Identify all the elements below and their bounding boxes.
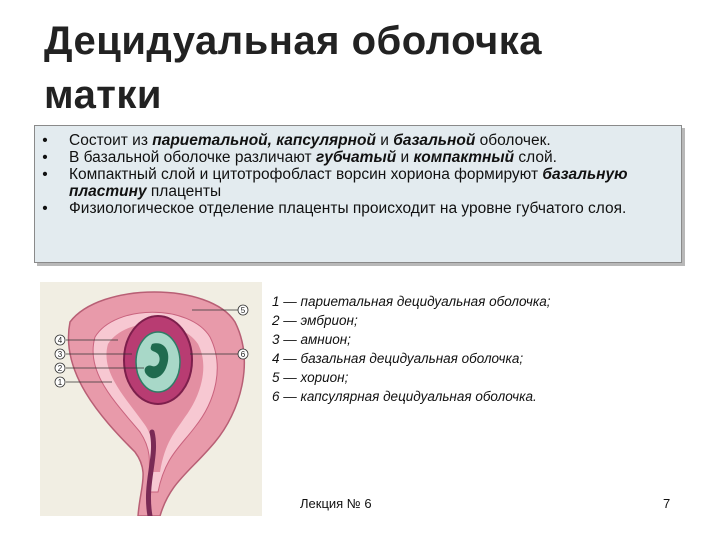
callout-4 bbox=[55, 335, 65, 345]
legend-item-1: 1 — париетальная децидуальная оболочка; bbox=[272, 294, 551, 309]
bullet-item-4: • Физиологическое отделение плаценты происходит на уровне губчатого слоя. bbox=[35, 200, 673, 217]
legend-item-2: 2 — эмбрион; bbox=[272, 313, 358, 328]
figure-legend bbox=[272, 292, 712, 406]
slide-title-line-1: Децидуальная оболочка bbox=[44, 19, 542, 63]
slide-title bbox=[44, 14, 684, 122]
svg-text:6: 6 bbox=[240, 350, 246, 359]
callout-1 bbox=[55, 377, 65, 387]
callout-3 bbox=[55, 349, 65, 359]
page-number: 7 bbox=[663, 496, 671, 511]
slide-title-line-2: матки bbox=[44, 73, 163, 117]
svg-text:1: 1 bbox=[57, 378, 63, 387]
bullet-list bbox=[35, 132, 673, 217]
legend-item-6: 6 — капсулярная децидуальная оболочка. bbox=[272, 389, 537, 404]
amnion bbox=[136, 332, 180, 392]
svg-text:2: 2 bbox=[57, 364, 63, 373]
uterus-illustration bbox=[40, 282, 262, 516]
bullet-item-3: • Компактный слой и цитотрофобласт ворсин хориона формируют базальную пластину плаценты bbox=[35, 166, 673, 200]
uterus-diagram bbox=[40, 282, 262, 516]
svg-text:4: 4 bbox=[57, 336, 63, 345]
bullet-item-1: • Состоит из париетальной, капсулярной и базальной оболочек. bbox=[35, 132, 673, 149]
legend-item-4: 4 — базальная децидуальная оболочка; bbox=[272, 351, 524, 366]
svg-text:3: 3 bbox=[57, 350, 63, 359]
bullet-box bbox=[34, 125, 682, 263]
legend-item-3: 3 — амнион; bbox=[272, 332, 351, 347]
svg-text:5: 5 bbox=[240, 306, 246, 315]
legend-item-5: 5 — хорион; bbox=[272, 370, 349, 385]
callout-6 bbox=[238, 349, 248, 359]
callout-5 bbox=[238, 305, 248, 315]
callout-2 bbox=[55, 363, 65, 373]
lecture-footer: Лекция № 6 bbox=[300, 496, 372, 511]
bullet-item-2: • В базальной оболочке различают губчатый и компактный слой. bbox=[35, 149, 673, 166]
